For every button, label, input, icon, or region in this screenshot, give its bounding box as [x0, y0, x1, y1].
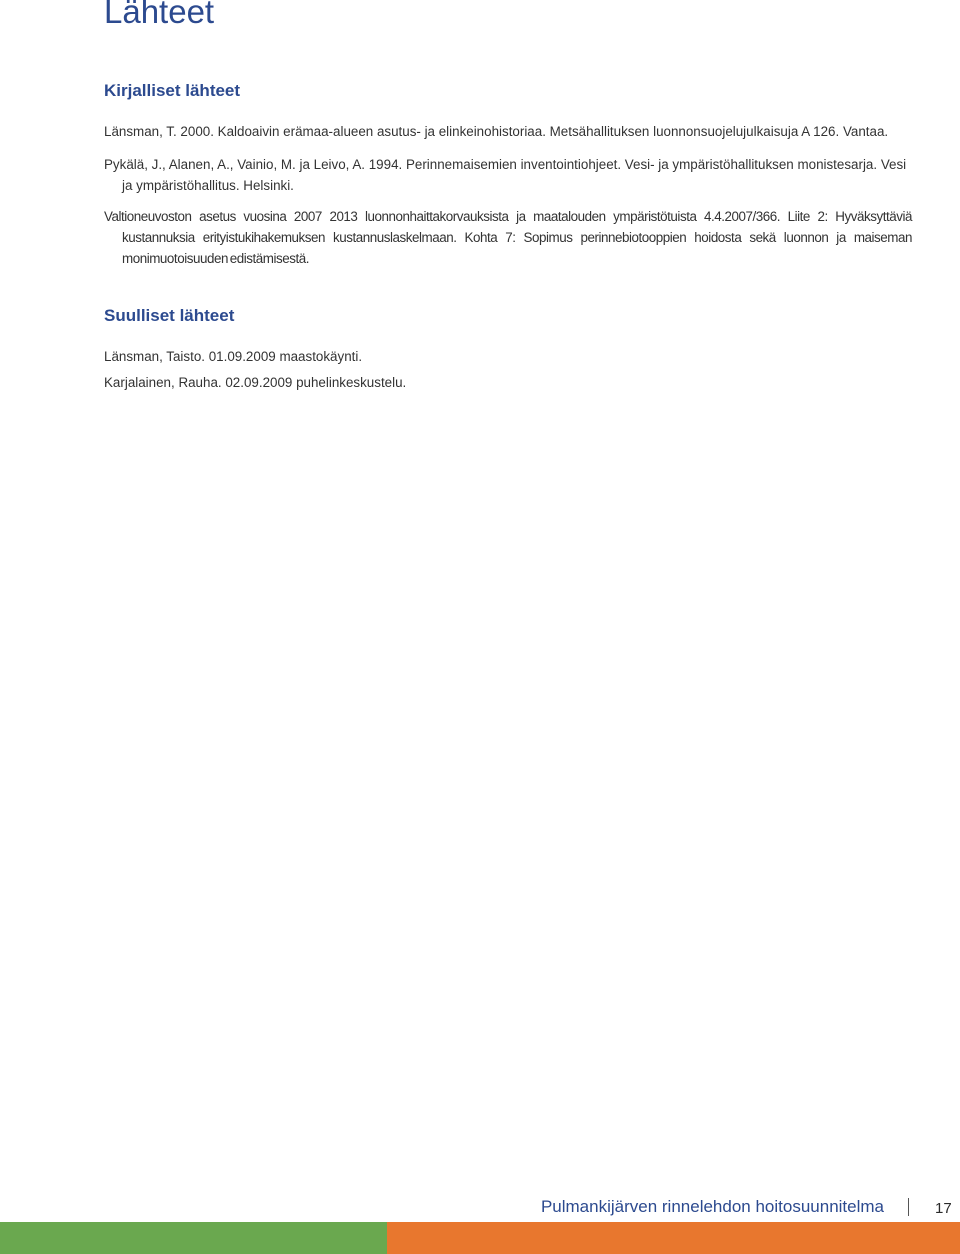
written-sources-heading: Kirjalliset lähteet: [104, 81, 241, 100]
oral-sources-heading: Suulliset lähteet: [104, 306, 235, 325]
footer-divider: [908, 1198, 909, 1216]
page-number: 17: [935, 1200, 952, 1217]
reference-item: Karjalainen, Rauha. 02.09.2009 puhelinkeskustelu.: [104, 375, 407, 390]
footer-document-title: Pulmankijärven rinnelehdon hoitosuunnitelma: [540, 1197, 884, 1216]
page-title: Lähteet: [104, 0, 215, 30]
footer-band-green: [0, 1222, 387, 1254]
reference-item: Länsman, T. 2000. Kaldoaivin erämaa-alueen asutus- ja elinkeinohistoriaa. Metsähallituksen luonnonsuojelujulkaisuja A 126. Vantaa.: [104, 124, 889, 139]
reference-item: Pykälä, J., Alanen, A., Vainio, M. ja Leivo, A. 1994. Perinnemaisemien inventointiohjeet. Vesi- ja ympäristöhallituksen monistesarja. Vesi ja ympäristöhallitus. Helsinki.: [104, 157, 907, 193]
footer-band-orange: [387, 1222, 960, 1254]
reference-item: Länsman, Taisto. 01.09.2009 maastokäynti.: [104, 349, 363, 364]
reference-item: Valtioneuvoston asetus vuosina 2007 2013 luonnonhaittakorvauksista ja maatalouden ympäristötuista 4.4.2007/366. Liite 2: Hyväksyttäviä kustannuksia erityistukihakemuksen kustannuslaskelmaan. Kohta 7: Sopimus perinnebiotooppien hoidosta sekä luonnon ja maiseman monimuotoisuuden edistämisestä.: [104, 209, 912, 266]
